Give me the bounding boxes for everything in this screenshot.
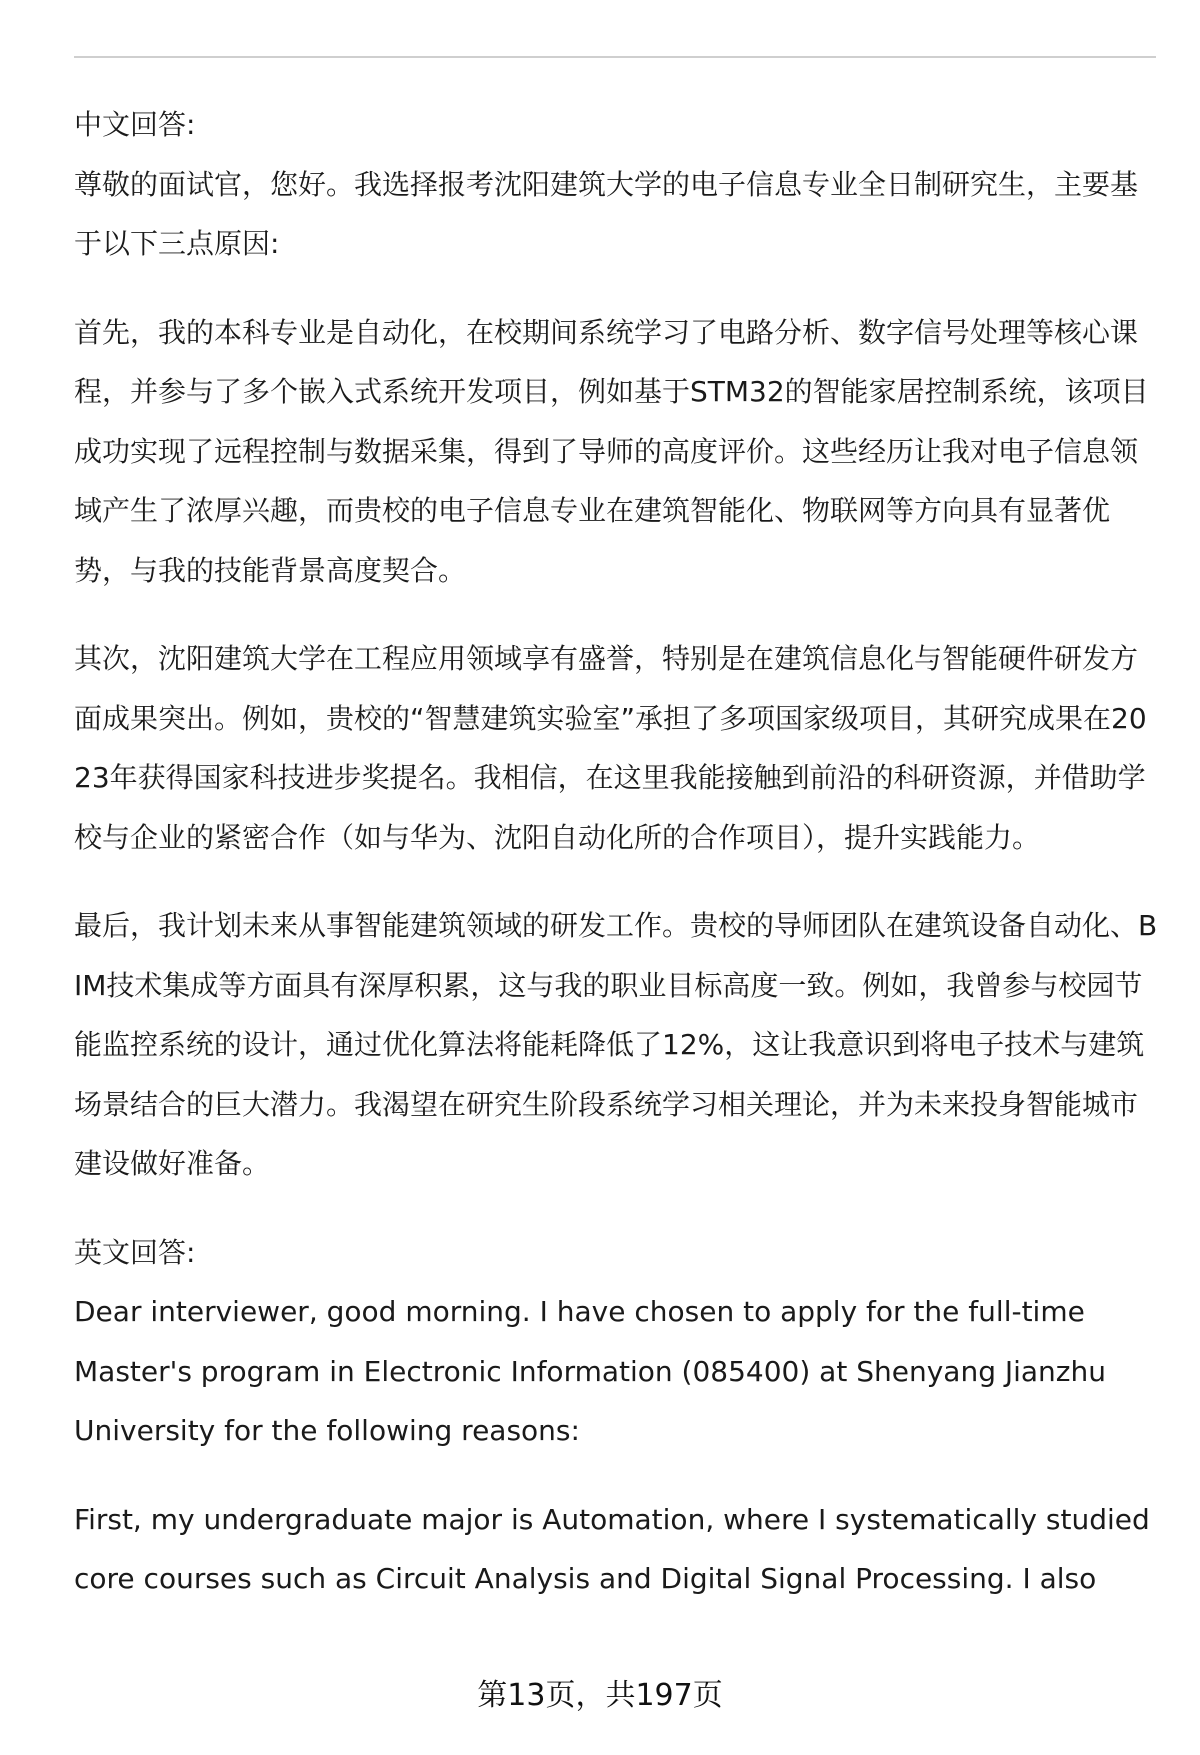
top-divider [74,56,1156,58]
english-first-reason-paragraph: First, my undergraduate major is Automation, where I systematically studied core courses such as Circuit Analysis and Digital Signal Processing. I also [74,1502,1150,1595]
chinese-first-reason-paragraph: 首先，我的本科专业是自动化，在校期间系统学习了电路分析、数字信号处理等核心课程，并参与了多个嵌入式系统开发项目，例如基于STM32的智能家居控制系统，该项目成功实现了远程控制与数据采集，得到了导师的高度评价。这些经历让我对电子信息领域产生了浓厚兴趣，而贵校的电子信息专业在建筑智能化、物联网等方向具有显著优势，与我的技能背景高度契合。 [74,315,1149,587]
chinese-second-reason-paragraph: 其次，沈阳建筑大学在工程应用领域享有盛誉，特别是在建筑信息化与智能硬件研发方面成果突出。例如，贵校的“智慧建筑实验室”承担了多项国家级项目，其研究成果在2023年获得国家科技进步奖提名。我相信，在这里我能接触到前沿的科研资源，并借助学校与企业的紧密合作（如与华为、沈阳自动化所的合作项目），提升实践能力。 [74,642,1147,854]
english-intro-paragraph: Dear interviewer, good morning. I have chosen to apply for the full-time Master's program in Electronic Information (085400) at Shenyang Jianzhu University for the following reasons: [74,1295,1106,1447]
english-answer-heading: 英文回答: [74,1235,196,1269]
document-body [74,95,1160,1609]
chinese-answer-heading: 中文回答: [74,108,196,141]
chinese-intro-paragraph: 尊敬的面试官，您好。我选择报考沈阳建筑大学的电子信息专业全日制研究生，主要基于以下三点原因: [74,167,1139,260]
page-number-footer: 第13页，共197页 [477,1678,723,1713]
chinese-third-reason-paragraph: 最后，我计划未来从事智能建筑领域的研发工作。贵校的导师团队在建筑设备自动化、BIM技术集成等方面具有深厚积累，这与我的职业目标高度一致。例如，我曾参与校园节能监控系统的设计，通过优化算法将能耗降低了12%，这让我意识到将电子技术与建筑场景结合的巨大潜力。我渴望在研究生阶段系统学习相关理论，并为未来投身智能城市建设做好准备。 [74,909,1158,1180]
